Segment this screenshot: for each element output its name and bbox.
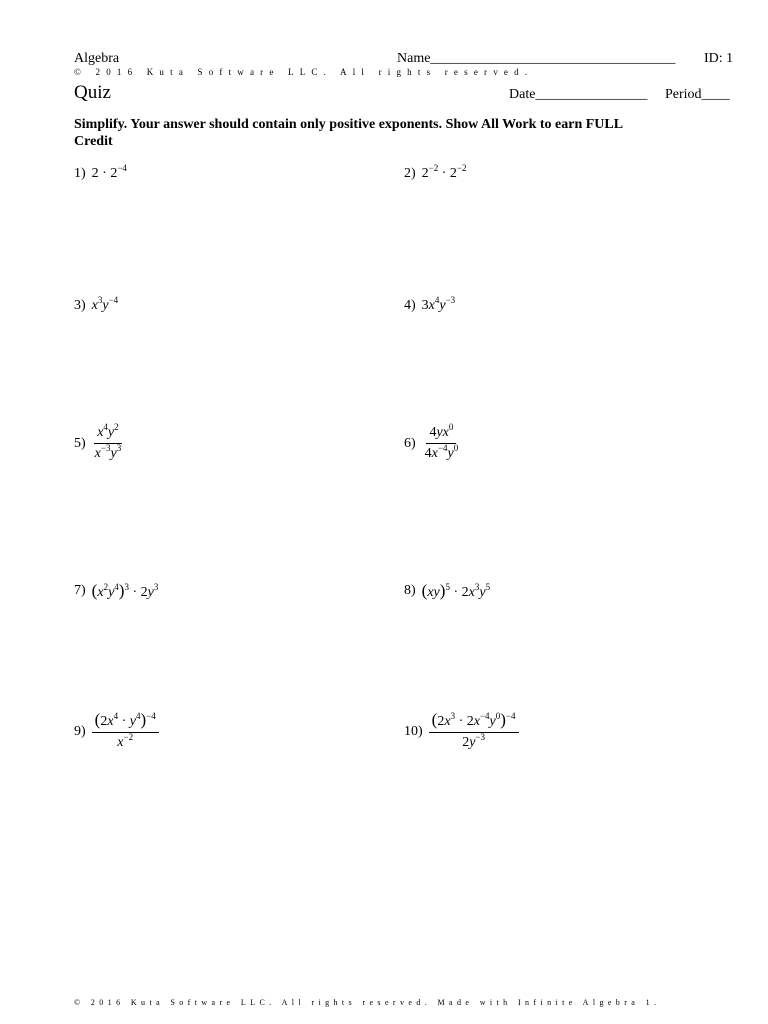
problem-number: 9) bbox=[74, 723, 86, 739]
problem-5 bbox=[74, 422, 124, 462]
problem-10 bbox=[404, 712, 519, 751]
problem-3 bbox=[74, 295, 119, 314]
problem-fraction: $\frac{(2x^3 \cdot 2x^{-4}y^0)^{-4}}{2y^{-3}}$ bbox=[429, 712, 519, 751]
footer-copyright: © 2016 Kuta Software LLC. All rights reserved. Made with Infinite Algebra 1. bbox=[74, 998, 661, 1007]
problem-6 bbox=[404, 422, 461, 462]
page-title: Quiz bbox=[74, 82, 111, 103]
instructions bbox=[74, 116, 623, 150]
problem-expression: $(xy)^5 \cdot 2x^3y^5$ bbox=[421, 581, 491, 600]
problem-fraction: $\frac{(2x^4 \cdot y^4)^{-4}}{x^{-2}}$ bbox=[92, 712, 159, 751]
problem-number: 3) bbox=[74, 298, 86, 313]
instructions-line-1: Simplify. Your answer should contain only positive exponents. Show All Work to earn FULL bbox=[74, 117, 624, 132]
problem-fraction: $\frac{4yx^0}{4x^{-4}y^0}$ bbox=[424, 422, 459, 461]
problem-number: 8) bbox=[404, 583, 416, 598]
problem-7 bbox=[74, 581, 158, 601]
instructions-line-2: Credit bbox=[74, 134, 113, 149]
problem-number: 10) bbox=[404, 723, 423, 739]
problem-2 bbox=[404, 163, 467, 182]
course-label: Algebra bbox=[74, 51, 120, 66]
problem-expression: $(x^2y^4)^3 \cdot 2y^3$ bbox=[91, 581, 159, 600]
problem-number: 2) bbox=[404, 166, 416, 181]
header-copyright: © 2016 Kuta Software LLC. All rights reserved. bbox=[74, 67, 534, 77]
problem-9 bbox=[74, 712, 159, 751]
name-field[interactable]: Name___________________________________ bbox=[397, 51, 676, 66]
problem-number: 4) bbox=[404, 298, 416, 313]
problem-fraction: $\frac{x^4y^2}{x^{-3}y^3}$ bbox=[94, 422, 122, 461]
period-field[interactable]: Period____ bbox=[665, 87, 730, 102]
problem-number: 6) bbox=[404, 435, 416, 451]
problem-number: 1) bbox=[74, 166, 86, 181]
problem-8 bbox=[404, 581, 490, 601]
problem-expression: $2 \cdot 2^{-4}$ bbox=[91, 163, 127, 181]
problem-expression: $3x^4y^{-3}$ bbox=[421, 295, 456, 313]
id-label: ID: 1 bbox=[704, 51, 734, 66]
problem-number: 7) bbox=[74, 583, 86, 598]
problem-expression: $2^{-2} \cdot 2^{-2}$ bbox=[421, 163, 467, 181]
problem-4 bbox=[404, 295, 456, 314]
problem-expression: $x^3y^{-4}$ bbox=[91, 295, 119, 313]
problem-number: 5) bbox=[74, 435, 86, 451]
problem-1 bbox=[74, 163, 127, 182]
date-field[interactable]: Date________________ bbox=[509, 87, 648, 102]
